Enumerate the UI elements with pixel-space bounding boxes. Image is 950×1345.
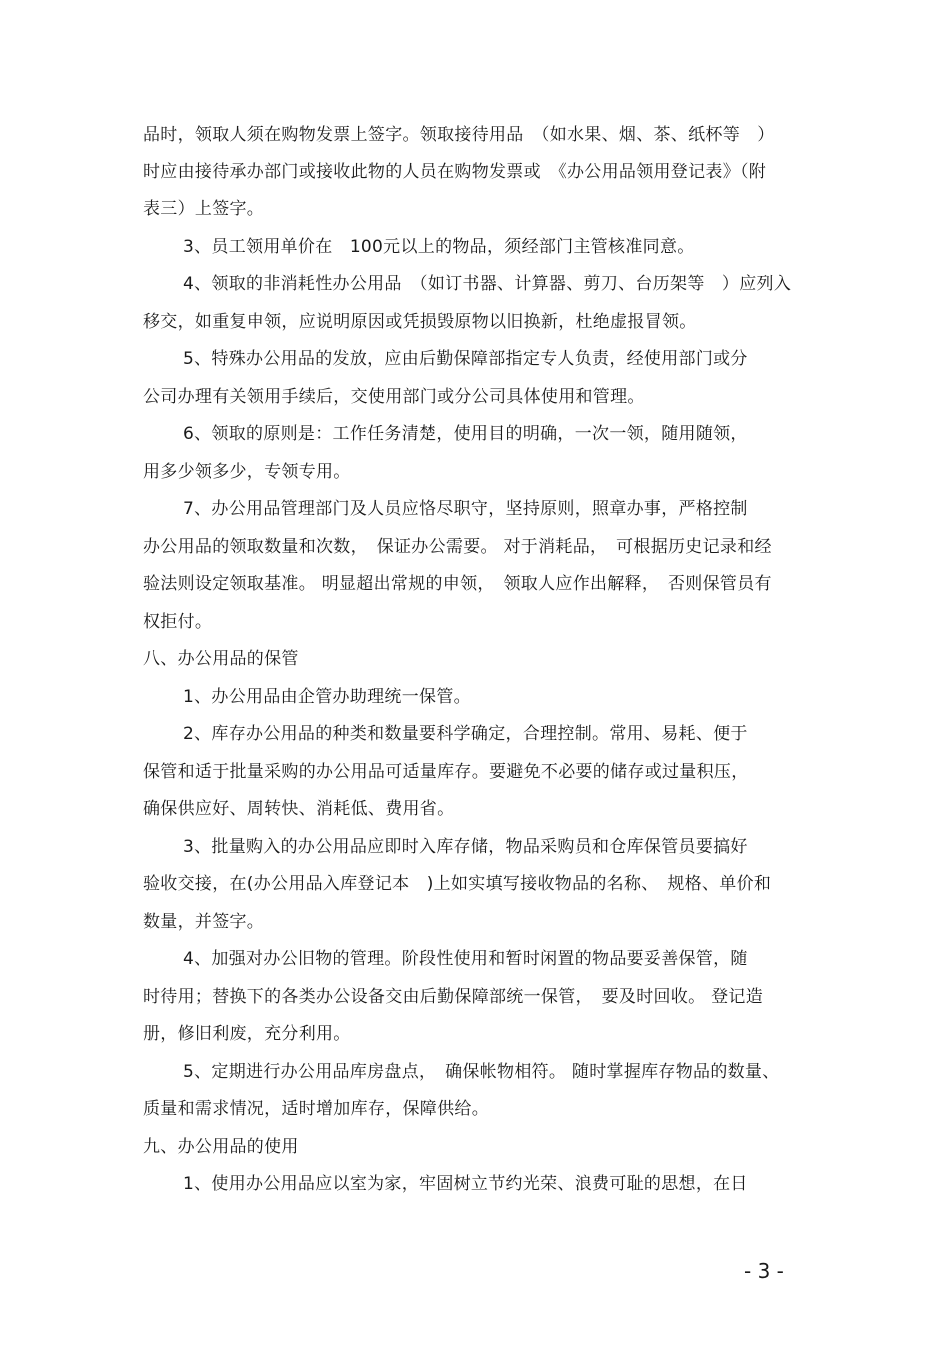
text-line: 验法则设定领取基准。 明显超出常规的申领， 领取人应作出解释， 否则保管员有 — [143, 574, 772, 594]
text-line: 确保供应好、周转快、消耗低、费用省。 — [143, 799, 455, 819]
text-line: 保管和适于批量采购的办公用品可适量库存。要避免不必要的储存或过量积压， — [143, 762, 749, 782]
section-heading: 九、办公用品的使用 — [143, 1137, 299, 1157]
text-line: 表三）上签字。 — [143, 199, 265, 219]
text-line: 4、加强对办公旧物的管理。阶段性使用和暂时闲置的物品要妥善保管，随 — [183, 949, 748, 969]
text-line: 品时，领取人须在购物发票上签字。领取接待用品 （如水果、烟、茶、纸杯等 ） — [143, 125, 775, 145]
text-line: 5、特殊办公用品的发放，应由后勤保障部指定专人负责，经使用部门或分 — [183, 349, 748, 369]
text-line: 1、办公用品由企管办助理统一保管。 — [183, 687, 471, 707]
text-line: 6、领取的原则是：工作任务清楚，使用目的明确，一次一领，随用随领， — [183, 424, 748, 444]
text-line: 公司办理有关领用手续后，交使用部门或分公司具体使用和管理。 — [143, 387, 645, 407]
text-line: 时待用；替换下的各类办公设备交由后勤保障部统一保管， 要及时回收。 登记造 — [143, 987, 764, 1007]
text-line: 7、办公用品管理部门及人员应恪尽职守，坚持原则，照章办事，严格控制 — [183, 499, 748, 519]
text-line: 时应由接待承办部门或接收此物的人员在购物发票或 《办公用品领用登记表》（附 — [143, 162, 767, 182]
text-line: 5、定期进行办公用品库房盘点， 确保帐物相符。 随时掌握库存物品的数量、 — [183, 1062, 780, 1082]
section-heading: 八、办公用品的保管 — [143, 649, 299, 669]
page-number: - 3 - — [744, 1259, 784, 1283]
text-line: 权拒付。 — [143, 612, 213, 632]
text-line: 册，修旧利废，充分利用。 — [143, 1024, 351, 1044]
text-line: 验收交接，在(办公用品入库登记本 )上如实填写接收物品的名称、 规格、单价和 — [143, 874, 772, 894]
text-line: 数量，并签字。 — [143, 912, 265, 932]
text-line: 2、库存办公用品的种类和数量要科学确定，合理控制。常用、易耗、便于 — [183, 724, 748, 744]
text-line: 4、领取的非消耗性办公用品 （如订书器、计算器、剪刀、台历架等 ）应列入 — [183, 274, 792, 294]
text-line: 用多少领多少，专领专用。 — [143, 462, 351, 482]
text-line: 1、使用办公用品应以室为家，牢固树立节约光荣、浪费可耻的思想，在日 — [183, 1174, 748, 1194]
text-line: 3、批量购入的办公用品应即时入库存储，物品采购员和仓库保管员要搞好 — [183, 837, 748, 857]
text-line: 质量和需求情况，适时增加库存，保障供给。 — [143, 1099, 489, 1119]
text-line: 3、员工领用单价在 100元以上的物品，须经部门主管核准同意。 — [183, 237, 695, 257]
text-line: 办公用品的领取数量和次数， 保证办公需要。 对于消耗品， 可根据历史记录和经 — [143, 537, 772, 557]
text-line: 移交，如重复申领，应说明原因或凭损毁原物以旧换新，杜绝虚报冒领。 — [143, 312, 697, 332]
